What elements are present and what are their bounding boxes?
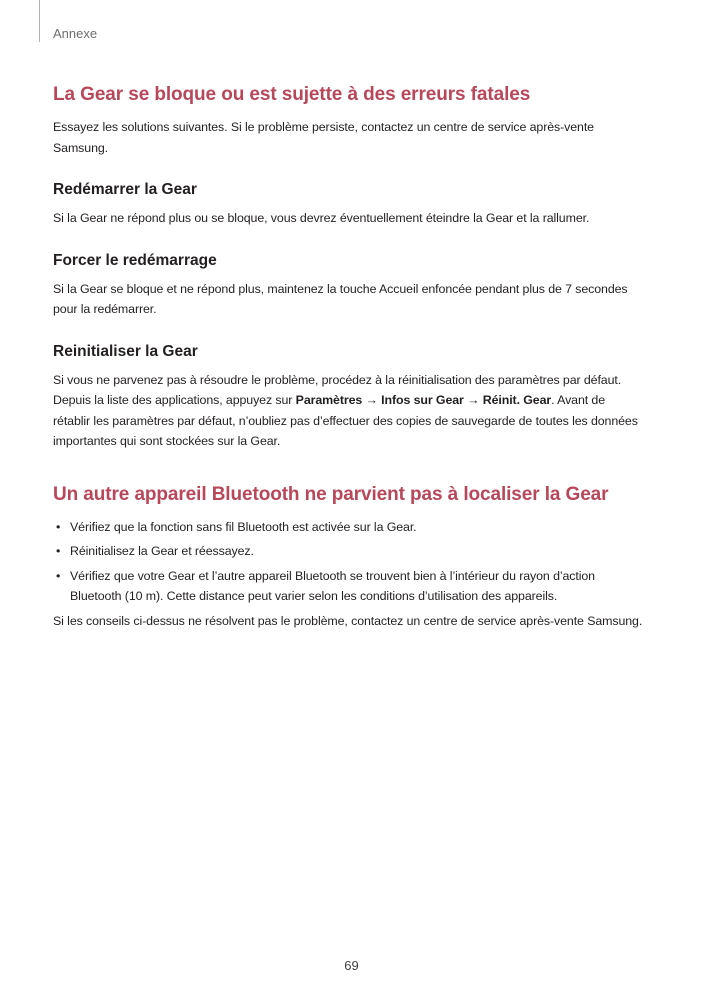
menu-path-arrow-2: → — [463, 393, 483, 407]
restart-heading: Redémarrer la Gear — [53, 181, 197, 198]
list-item-text: Réinitialisez la Gear et réessayez. — [70, 544, 254, 558]
bullet-icon: • — [56, 568, 61, 583]
menu-path-gear-info: Infos sur Gear — [381, 393, 464, 407]
reset-heading: Reinitialiser la Gear — [53, 342, 198, 360]
section-title-freeze: La Gear se bloque ou est sujette à des erreurs fatales — [53, 84, 531, 105]
restart-text: Si la Gear ne répond plus ou se bloque, vous devrez éventuellement éteindre la Gear et la rallumer. — [53, 211, 590, 225]
page-number: 69 — [344, 958, 359, 973]
menu-path-arrow-1: → — [362, 393, 382, 407]
running-head: Annexe — [53, 26, 98, 41]
reset-text-part-b: . Avant de rétablir les paramètres par défaut, n’oubliez pas d’effectuer des copies de sauvegarde de toutes les données importantes qui sont stockées sur la Gear. — [53, 393, 638, 448]
force-restart-heading: Forcer le redémarrage — [53, 251, 217, 269]
list-item — [53, 541, 643, 562]
list-item — [53, 517, 643, 538]
reset-text-part-a: Si vous ne parvenez pas à résoudre le problème, procédez à la réinitialisation des paramètres par défaut. Depuis la liste des applications, appuyez sur — [53, 372, 622, 407]
section-title-bluetooth: Un autre appareil Bluetooth ne parvient pas à localiser la Gear — [53, 483, 609, 505]
menu-path-reset-gear: Réinit. Gear — [482, 393, 552, 407]
closing-text: Si les conseils ci-dessus ne résolvent pas le problème, contactez un centre de service après-vente Samsung. — [53, 613, 643, 628]
page-content — [53, 82, 643, 631]
force-restart-text: Si la Gear se bloque et ne répond plus, maintenez la touche Accueil enfoncée pendant plus de 7 secondes pour la redémarrer. — [53, 281, 628, 316]
section-intro: Essayez les solutions suivantes. Si le problème persiste, contactez un centre de service après-vente Samsung. — [53, 120, 594, 155]
bluetooth-tips-list — [53, 517, 643, 607]
header-rule — [39, 0, 40, 42]
bullet-icon: • — [56, 544, 61, 558]
bullet-icon: • — [56, 519, 61, 534]
menu-path-settings: Paramètres — [295, 393, 363, 407]
reset-text — [53, 370, 643, 452]
list-item — [53, 566, 643, 607]
list-item-text: Vérifiez que votre Gear et l’autre appareil Bluetooth se trouvent bien à l’intérieur du rayon d’action Bluetooth (10 m). Cette distance peut varier selon les conditions d’utilisation des appareils. — [70, 568, 595, 603]
list-item-text: Vérifiez que la fonction sans fil Bluetooth est activée sur la Gear. — [70, 519, 417, 534]
